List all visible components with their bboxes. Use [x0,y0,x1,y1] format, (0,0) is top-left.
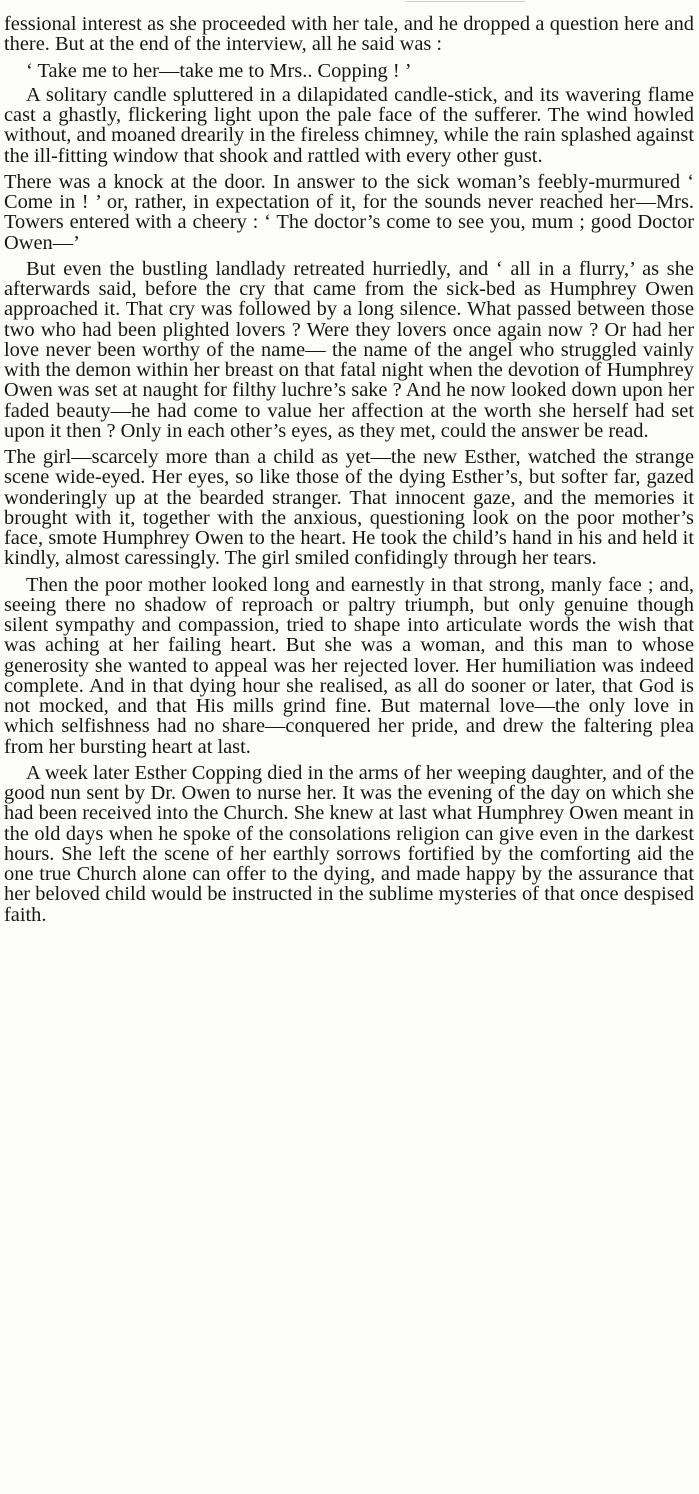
paragraph-1: fessional interest as she proceeded with her tale, and he dropped a question here and there. But at the end of the interview, all he said was : [4,13,694,56]
paragraph-4: There was a knock at the door. In answer to the sick woman’s feebly-murmured ‘ Come in ! ’ or, rather, in expectation of it, for the sounds never reached her—Mrs. Towers entered with a cheery : ‘ The doctor’s come to see you, mum ; good Doctor Owen—’ [4,170,694,254]
paragraph-8: A week later Esther Copping died in the arms of her weeping daughter, and of the good nun sent by Dr. Owen to nurse her. It was the evening of the day on which she had been received into the Church. She knew at last what Humphrey Owen meant in the old days when he spoke of the consolations religion can give even in the darkest hours. She left the scene of her earthly sorrows fortified by the comforting aid the one true Church alone can offer to the dying, and made happy by the assurance that her beloved child would be instructed in the sublime mysteries of that once despised faith. [4,761,694,926]
paragraph-7: Then the poor mother looked long and earnestly in that strong, manly face ; and, seeing there no shadow of reproach or paltry triumph, but only genuine though silent sympathy and compassion, tried to shape into articulate words the wish that was aching at her failing heart. But she was a woman, and this man to whose generosity she wanted to appeal was her rejected lover. Her humiliation was indeed complete. And in that dying hour she realised, as all do sooner or later, that God is not mocked, and that His mills grind fine. But maternal love—the only love in which selfishness had no share—conquered her pride, and drew the faltering plea from her bursting heart at last. [4,573,694,758]
paragraph-6: The girl—scarcely more than a child as yet—the new Esther, watched the strange scene wide-eyed. Her eyes, so like those of the dying Esther’s, but softer far, gazed wonderingly up at the bearded stranger. That innocent gaze, and the memories it brought with it, together with the anxious, questioning look on the poor mother’s face, smote Humphrey Owen to the heart. He took the child’s hand in his and held it kindly, almost caressingly. The girl smiled confidingly through her tears. [4,446,694,570]
paragraph-5: But even the bustling landlady retreated hurriedly, and ‘ all in a flurry,’ as she afterwards said, before the cry that came from the sick-bed as Humphrey Owen approached it. That cry was followed by a long silence. What passed between those two who had been plighted lovers ? Were they lovers once again now ? Or had her love never been worthy of the name— the name of the angel who struggled vainly with the demon within her breast on that fatal night when the devotion of Humphrey Owen was set at naught for filthy luchre’s sake ? And he now looked down upon her faded beauty—he had come to value her affection at the worth she herself had set upon it then ? Only in each other’s eyes, as they met, could the answer be read. [4,257,694,442]
paragraph-3: A solitary candle spluttered in a dilapidated candle-stick, and its wavering flame cast a ghastly, flickering light upon the pale face of the sufferer. The wind howled without, and moaned drearily in the fireless chimney, while the rain splashed against the ill-fitting window that shook and rattled with every other gust. [4,83,694,167]
article-column [4,14,694,931]
paragraph-2-quote: ‘ Take me to her—take me to Mrs.. Copping ! ’ [26,59,412,82]
top-rule [405,1,525,2]
